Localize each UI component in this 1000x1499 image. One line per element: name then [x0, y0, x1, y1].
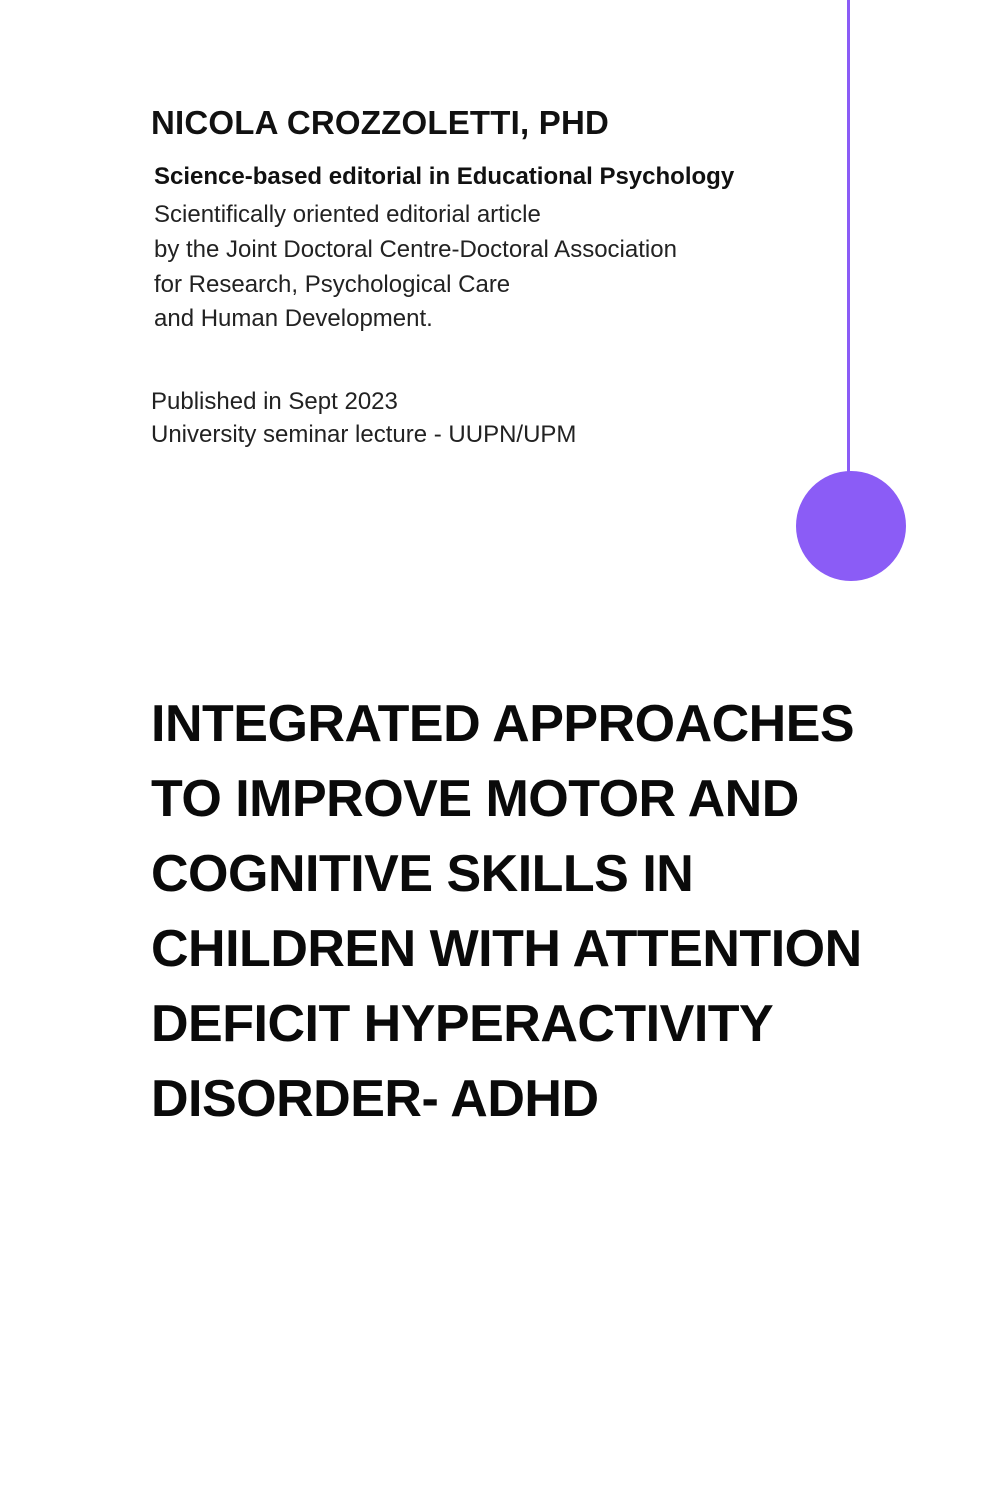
title-line: INTEGRATED APPROACHES: [151, 695, 855, 753]
title-line: CHILDREN WITH ATTENTION: [151, 920, 862, 978]
description-line: Scientifically oriented editorial article: [154, 201, 541, 228]
description-line: for Research, Psychological Care: [154, 270, 511, 298]
accent-circle: [796, 471, 906, 581]
title-line: DISORDER- ADHD: [151, 1070, 599, 1128]
publication-venue: University seminar lecture - UUPN/UPM: [151, 421, 577, 448]
title-line: COGNITIVE SKILLS IN: [151, 845, 694, 903]
description: [154, 198, 677, 337]
author-name: NICOLA CROZZOLETTI, PHD: [151, 104, 610, 141]
description-line: and Human Development.: [154, 305, 433, 333]
title-line: TO IMPROVE MOTOR AND: [151, 770, 799, 828]
description-line: by the Joint Doctoral Centre-Doctoral Association: [154, 235, 677, 263]
book-title: [151, 687, 862, 1137]
subtitle: Science-based editorial in Educational Psychology: [154, 163, 735, 190]
publication-info: [151, 385, 576, 451]
publication-date: Published in Sept 2023: [151, 388, 398, 415]
title-line: DEFICIT HYPERACTIVITY: [151, 995, 774, 1053]
accent-vertical-line: [847, 0, 850, 476]
